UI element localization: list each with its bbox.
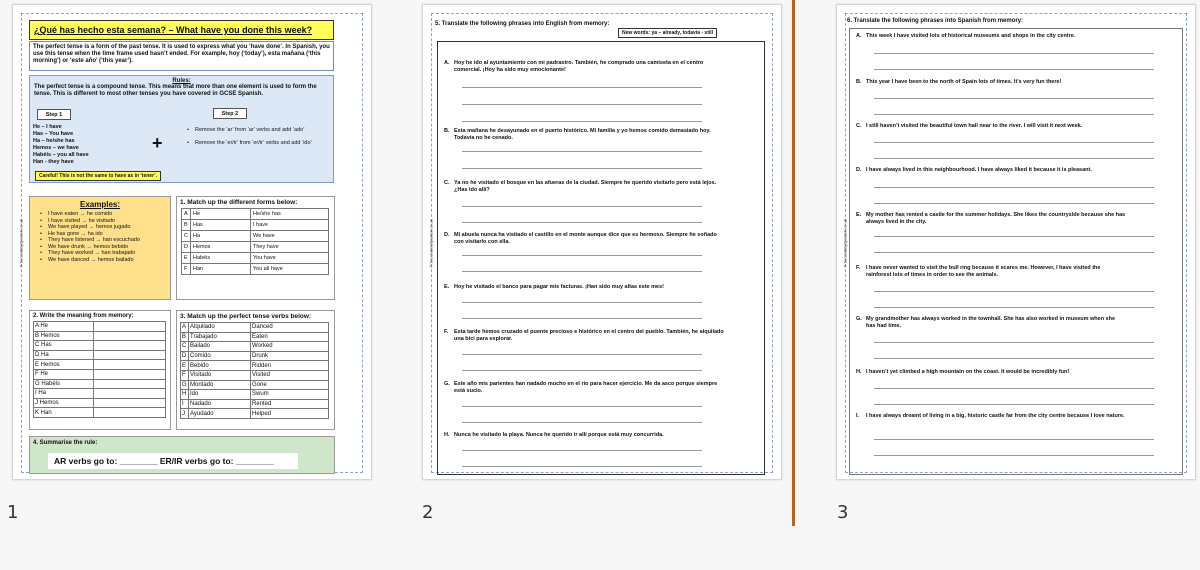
page-number-3: 3 bbox=[837, 502, 849, 523]
intro-text: The perfect tense is a form of the past tense. It is used to express what you ‘have done’. In Spanish, you use this tense when the time frame used hasn’t ended. For example, hoy (‘today’), esta mañana (‘this morning’) or ‘este año’ (‘this year’). bbox=[29, 41, 334, 71]
answer-line[interactable] bbox=[874, 388, 1154, 389]
summarise-exercise bbox=[29, 436, 335, 474]
question-a: A. Hoy he ido al ayuntamiento con mi padrastro. También, he comprado una camiseta en el centro comercial. ¡Hoy ha sido muy emocionante! bbox=[444, 60, 704, 73]
question-d: D. I have always lived in this neighbourhood. I have always liked it because it is pleasant. bbox=[856, 167, 1092, 173]
answer-line[interactable] bbox=[874, 291, 1154, 292]
answer-line[interactable] bbox=[874, 98, 1154, 99]
answer-line[interactable] bbox=[874, 439, 1154, 440]
question-i: I. I have always dreamt of living in a big, historic castle far from the city centre because I love nature. bbox=[856, 413, 1125, 419]
answer-line[interactable] bbox=[462, 104, 702, 105]
answer-line[interactable] bbox=[874, 158, 1154, 159]
exercise5-title: 5. Translate the following phrases into English from memory: bbox=[435, 21, 610, 27]
page-thumbnail-3[interactable] bbox=[836, 4, 1196, 480]
answer-line[interactable] bbox=[462, 466, 702, 467]
write2-table: A He B Hemos C Has D Ha E Hemos F He G Habéis I Ha J Hemos K Han bbox=[33, 321, 166, 418]
answer-line[interactable] bbox=[874, 252, 1154, 253]
answer-line[interactable] bbox=[874, 342, 1154, 343]
answer-line[interactable] bbox=[462, 255, 702, 256]
match1-table: A He He/she has B Has I have C Ha We have D Hemos They have E Habéis You have F Han You all have bbox=[181, 208, 329, 275]
question-b: B. This year I have been to the north of Spain lots of times. It’s very fun there! bbox=[856, 79, 1062, 85]
summ-title: 4. Summarise the rule: bbox=[33, 440, 98, 446]
step1-label: Step 1 bbox=[37, 109, 71, 120]
match3-title: 3. Match up the perfect tense verbs below: bbox=[180, 313, 312, 320]
answer-line[interactable] bbox=[462, 206, 702, 207]
answer-line[interactable] bbox=[462, 302, 702, 303]
insertion-divider bbox=[792, 0, 795, 526]
answer-line[interactable] bbox=[462, 370, 702, 371]
answer-line[interactable] bbox=[462, 222, 702, 223]
examples-title: Examples: bbox=[79, 200, 121, 209]
credit-text: © SecondarySpanish.co.uk bbox=[428, 219, 434, 268]
page-number-2: 2 bbox=[422, 502, 434, 523]
answer-line[interactable] bbox=[874, 69, 1154, 70]
translation-frame bbox=[437, 41, 765, 475]
page-thumbnail-1[interactable] bbox=[12, 4, 372, 480]
question-h: H. Nunca he visitado la playa. Nunca he querido ir allí porque está muy concurrida. bbox=[444, 432, 664, 438]
answer-line[interactable] bbox=[462, 354, 702, 355]
match3-table: A Alquilado Danced B Trabajado Eaten C Bailado Worked D Comido Drunk E Bebido Ridden F Visitado Visited G Montado Gone H Ido Swum I Nadado Rented J Ayudado Helped bbox=[180, 322, 329, 419]
question-f: F. I have never wanted to visit the bull ring because it scares me. However, I have visited the rainforest lots of times in order to see the animals. bbox=[856, 265, 1101, 278]
question-c: C. I still haven’t visited the beautiful town hall near to the river. I will visit it next week. bbox=[856, 123, 1083, 129]
credit-text: © SecondarySpanish.co.uk bbox=[842, 219, 848, 268]
page-number-1: 1 bbox=[7, 502, 19, 523]
question-c: C. Ya no he visitado el bosque en las afueras de la ciudad. Siempre he querido visitarlo pero está lejos. ¿Has ido allí? bbox=[444, 180, 717, 193]
answer-line[interactable] bbox=[874, 307, 1154, 308]
answer-line[interactable] bbox=[462, 271, 702, 272]
answer-line[interactable] bbox=[874, 358, 1154, 359]
write-meaning-exercise bbox=[29, 310, 171, 430]
careful-note: Careful! This is not the same to have as in ‘tener’. bbox=[35, 171, 161, 181]
answer-line[interactable] bbox=[462, 406, 702, 407]
question-h: H. I haven’t yet climbed a high mountain on the coast. It would be incredibly fun! bbox=[856, 369, 1070, 375]
answer-line[interactable] bbox=[462, 422, 702, 423]
plus-icon: + bbox=[152, 133, 163, 153]
examples-list: • I have eaten → he comido • I have visited → he visitado • We have played → hemos jugado • He has gone → ha ido • They have listened → han escuchado • We have drunk → hemos bebido • They have worked → han trabajado • We have danced → hemos bailado bbox=[30, 209, 170, 263]
answer-line[interactable] bbox=[874, 142, 1154, 143]
answer-line[interactable] bbox=[462, 318, 702, 319]
answer-line[interactable] bbox=[462, 168, 702, 169]
answer-line[interactable] bbox=[874, 53, 1154, 54]
page-border-right bbox=[772, 13, 773, 473]
match1-title: 1. Match up the different forms below: bbox=[180, 199, 298, 206]
question-f: F. Esta tarde hemos cruzado el puente precioso e histórico en el centro del pueblo. También, he alquilado una bici para explorar. bbox=[444, 329, 724, 342]
question-b: B. Esta mañana he desayunado en el puerto histórico. Mi familia y yo hemos comido demasiado hoy. Todavía no he cenado. bbox=[444, 128, 711, 141]
question-e: E. My mother has rented a castle for the summer holidays. She likes the countryside because she has always lived in the city. bbox=[856, 212, 1126, 225]
pronoun-list: He – I have Has – You have Ha – he/she has Hemos – we have Habéis – you all have Han - they have bbox=[33, 124, 89, 165]
write2-title: 2. Write the meaning from memory: bbox=[33, 313, 134, 319]
answer-line[interactable] bbox=[462, 87, 702, 88]
answer-line[interactable] bbox=[874, 404, 1154, 405]
answer-line[interactable] bbox=[462, 121, 702, 122]
answer-line[interactable] bbox=[462, 151, 702, 152]
page-thumbnail-2[interactable] bbox=[422, 4, 782, 480]
worksheet-title: ¿Qué has hecho esta semana? – What have you done this week? bbox=[29, 20, 334, 40]
question-e: E. Hoy he visitado el banco para pagar mis facturas. ¡Han sido muy altas este mes! bbox=[444, 284, 664, 290]
answer-line[interactable] bbox=[874, 114, 1154, 115]
match-verbs-exercise bbox=[176, 310, 335, 430]
match-forms-exercise bbox=[176, 196, 335, 300]
answer-line[interactable] bbox=[874, 455, 1154, 456]
examples-box bbox=[29, 196, 171, 300]
step2-list: • Remove the ‘ar’ from ‘ar’ verbs and add ‘ado’ • Remove the ‘er/ir’ from ‘er/ir’ verbs and add ‘ido’ bbox=[187, 127, 312, 152]
answer-line[interactable] bbox=[874, 203, 1154, 204]
step2-label: Step 2 bbox=[213, 108, 247, 119]
answer-line[interactable] bbox=[462, 450, 702, 451]
page-border-right bbox=[362, 13, 363, 473]
exercise6-title: 6. Translate the following phrases into Spanish from memory: bbox=[847, 18, 1024, 24]
question-a: A. This week I have visited lots of historical museums and shops in the city centre. bbox=[856, 33, 1076, 39]
question-d: D. Mi abuela nunca ha visitado el castillo en el monte aunque dice que es hermoso. Siempre he soñado con visitarlo con ella. bbox=[444, 232, 717, 245]
credit-text: © SecondarySpanish.co.uk bbox=[18, 219, 24, 268]
translation-frame bbox=[849, 28, 1183, 475]
answer-line[interactable] bbox=[874, 187, 1154, 188]
rules-text: The perfect tense is a compound tense. This means that more than one element is used to form the tense. This is different to most other tenses you have covered in GCSE Spanish. bbox=[34, 84, 317, 97]
answer-line[interactable] bbox=[874, 236, 1154, 237]
question-g: G. My grandmother has always worked in the townhall. She has also worked in museum when she has had time. bbox=[856, 316, 1116, 329]
question-g: G. Este año mis parientes han nadado mucho en el río para hacer ejercicio. Me da asco porque siempre está sucio. bbox=[444, 381, 718, 394]
summ-answer-box: AR verbs go to: ________ ER/IR verbs go to: ________ bbox=[48, 453, 298, 469]
rules-title: Rules: bbox=[172, 78, 191, 84]
page-border-right bbox=[1186, 13, 1187, 473]
new-words-box: New words: ya – already, todavía - still bbox=[618, 28, 717, 38]
